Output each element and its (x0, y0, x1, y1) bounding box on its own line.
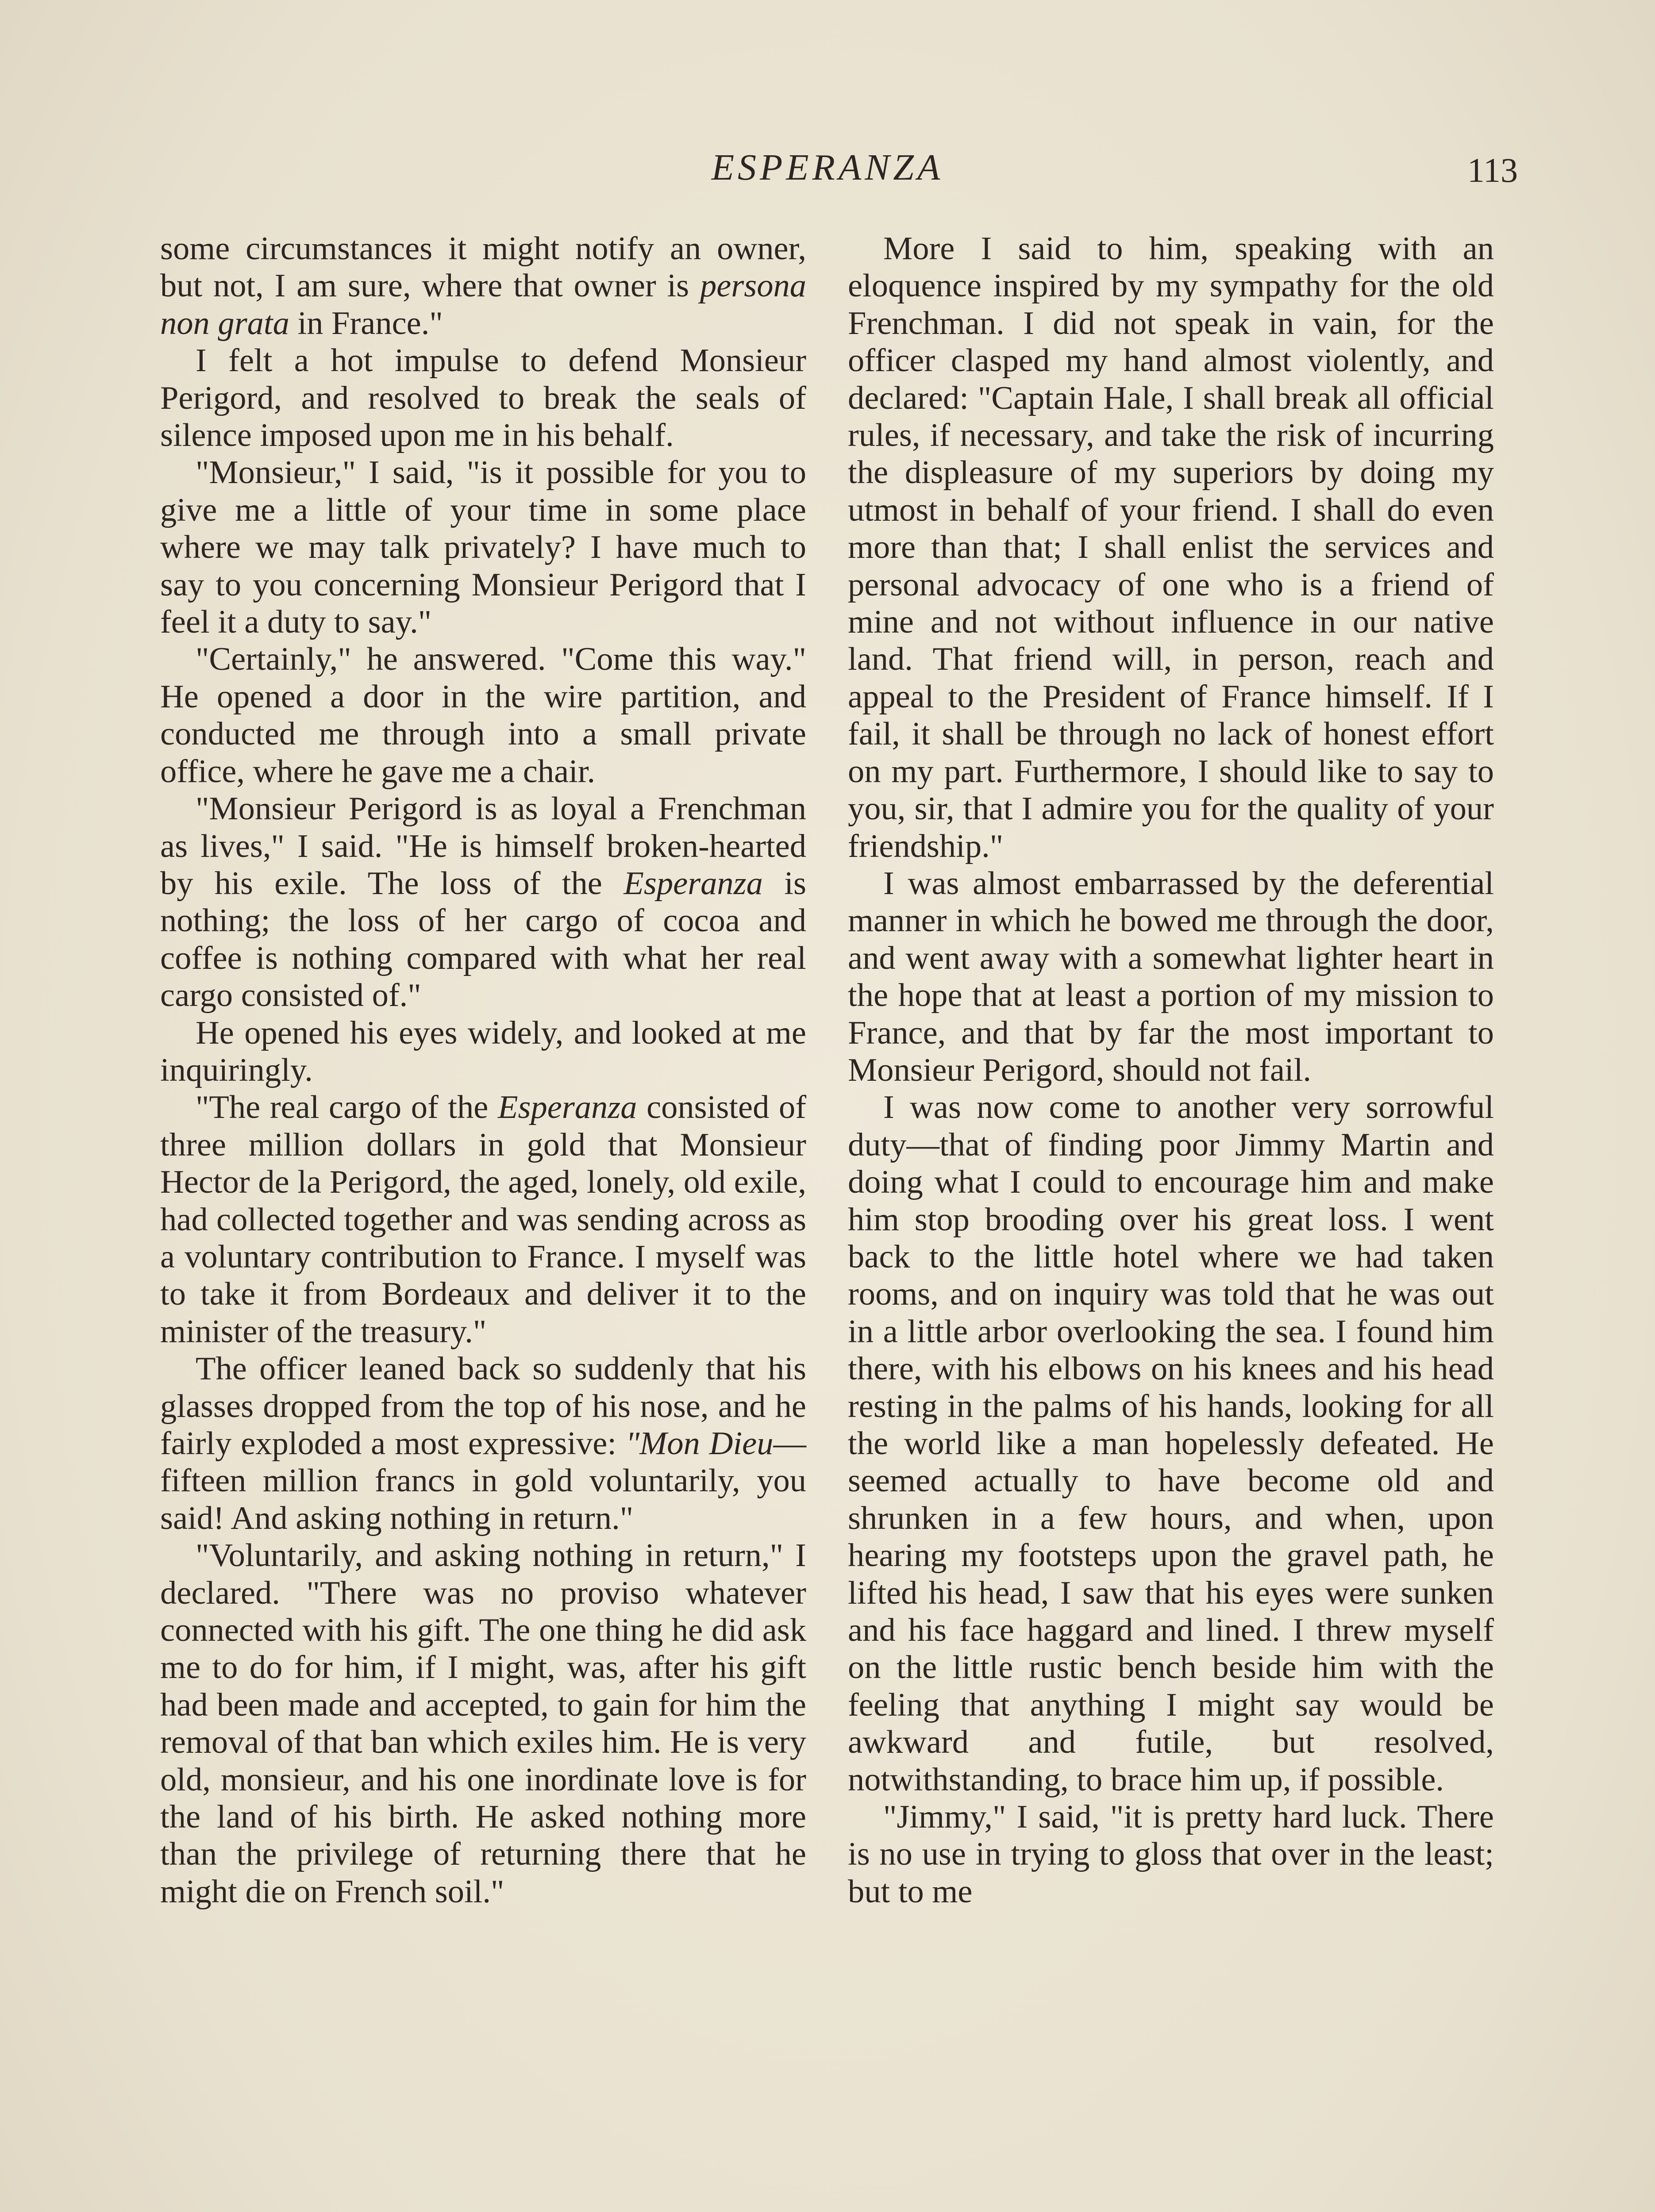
paragraph (160, 230, 806, 342)
paragraph (160, 454, 806, 641)
paragraph (160, 1089, 806, 1350)
italic-text: "Mon Dieu (625, 1425, 774, 1462)
text-run: The officer leaned back so suddenly that his glasses dropped from the top of his nose, and he fairly exploded a most expressive: (160, 1351, 806, 1462)
paragraph (848, 1798, 1494, 1910)
text-run: "Monsieur Perigord is as loyal a Frenchman as lives," I said. "He is himself broken-hearted by his exile. The loss of the (160, 791, 806, 902)
paragraph (848, 865, 1494, 1089)
text-run: "Certainly," he answered. "Come this way." He opened a door in the wire partition, and conducted me through into a small private office, where he gave me a chair. (160, 641, 806, 790)
text-run: He opened his eyes widely, and looked at me inquiringly. (160, 1014, 806, 1088)
page-number: 113 (1467, 151, 1518, 189)
text-run: in France." (289, 305, 443, 342)
text-run: I felt a hot impulse to defend Monsieur Perigord, and resolved to break the seals of silence imposed upon me in his behalf. (160, 342, 806, 454)
running-title: ESPERANZA (711, 147, 944, 188)
paragraph (160, 641, 806, 790)
paragraph (160, 1014, 806, 1089)
italic-text: Esperanza (497, 1089, 637, 1126)
text-run: "Monsieur," I said, "is it possible for you to give me a little of your time in some place where we may talk privately? I have much to say to you concerning Monsieur Perigord that I feel it a duty to say." (160, 454, 806, 641)
text-run: —fifteen million francs in gold voluntarily, you said! And asking nothing in return." (160, 1425, 806, 1536)
text-run: I was now come to another very sorrowful duty—that of finding poor Jimmy Martin and doing what I could to encourage him and make him stop brooding over his great loss. I went back to the little hotel where we had taken rooms, and on inquiry was told that he was out in a little arbor overlooking the sea. I found him there, with his elbows on his knees and his head resting in the palms of his hands, looking for all the world like a man hopelessly defeated. He seemed actually to have become old and shrunken in a few hours, and when, upon hearing my footsteps upon the gravel path, he lifted his head, I saw that his eyes were sunken and his face haggard and lined. I threw myself on the little rustic bench beside him with the feeling that anything I might say would be awkward and futile, but resolved, notwithstanding, to brace him up, if possible. (848, 1089, 1494, 1798)
text-run: is nothing; the loss of her cargo of cocoa and coffee is nothing compared with what her real cargo consisted of." (160, 865, 806, 1014)
text-run: I was almost embarrassed by the deferential manner in which he bowed me through the door, and went away with a somewhat lighter heart in the hope that at least a portion of my mission to France, and that by far the most important to Monsieur Perigord, should not fail. (848, 865, 1494, 1088)
right-text-column (848, 230, 1494, 1910)
text-run: "Jimmy," I said, "it is pretty hard luck. There is no use in trying to gloss that over in the least; but to me (848, 1799, 1494, 1910)
left-text-column (160, 230, 806, 1910)
text-run: some circumstances it might notify an owner, but not, I am sure, where that owner is (160, 230, 806, 304)
paragraph (160, 1350, 806, 1537)
paragraph (160, 1537, 806, 1910)
italic-text: Esperanza (624, 865, 763, 902)
text-run: "The real cargo of the (196, 1089, 498, 1126)
italic-text: persona non grata (160, 268, 806, 342)
paragraph (160, 342, 806, 454)
text-run: More I said to him, speaking with an eloquence inspired by my sympathy for the old Frenchman. I did not speak in vain, for the officer clasped my hand almost violently, and declared: "Captain Hale, I shall break all official rules, if necessary, and take the risk of incurring the displeasure of my superiors by doing my utmost in behalf of your friend. I shall do even more than that; I shall enlist the services and personal advocacy of one who is a friend of mine and not without influence in our native land. That friend will, in person, reach and appeal to the President of France himself. If I fail, it shall be through no lack of honest effort on my part. Furthermore, I should like to say to you, sir, that I admire you for the quality of your friendship." (848, 230, 1494, 864)
paragraph (848, 1089, 1494, 1798)
paragraph (160, 790, 806, 1014)
text-run: consisted of three million dollars in gold that Monsieur Hector de la Perigord, the aged, lonely, old exile, had collected together and was sending across as a voluntary contribution to France. I myself was to take it from Bordeaux and deliver it to the minister of the treasury." (160, 1089, 807, 1350)
paragraph (848, 230, 1494, 865)
text-run: "Voluntarily, and asking nothing in return," I declared. "There was no proviso whatever connected with his gift. The one thing he did ask me to do for him, if I might, was, after his gift had been made and accepted, to gain for him the removal of that ban which exiles him. He is very old, monsieur, and his one inordinate love is for the land of his birth. He asked nothing more than the privilege of returning there that he might die on French soil." (160, 1537, 806, 1910)
